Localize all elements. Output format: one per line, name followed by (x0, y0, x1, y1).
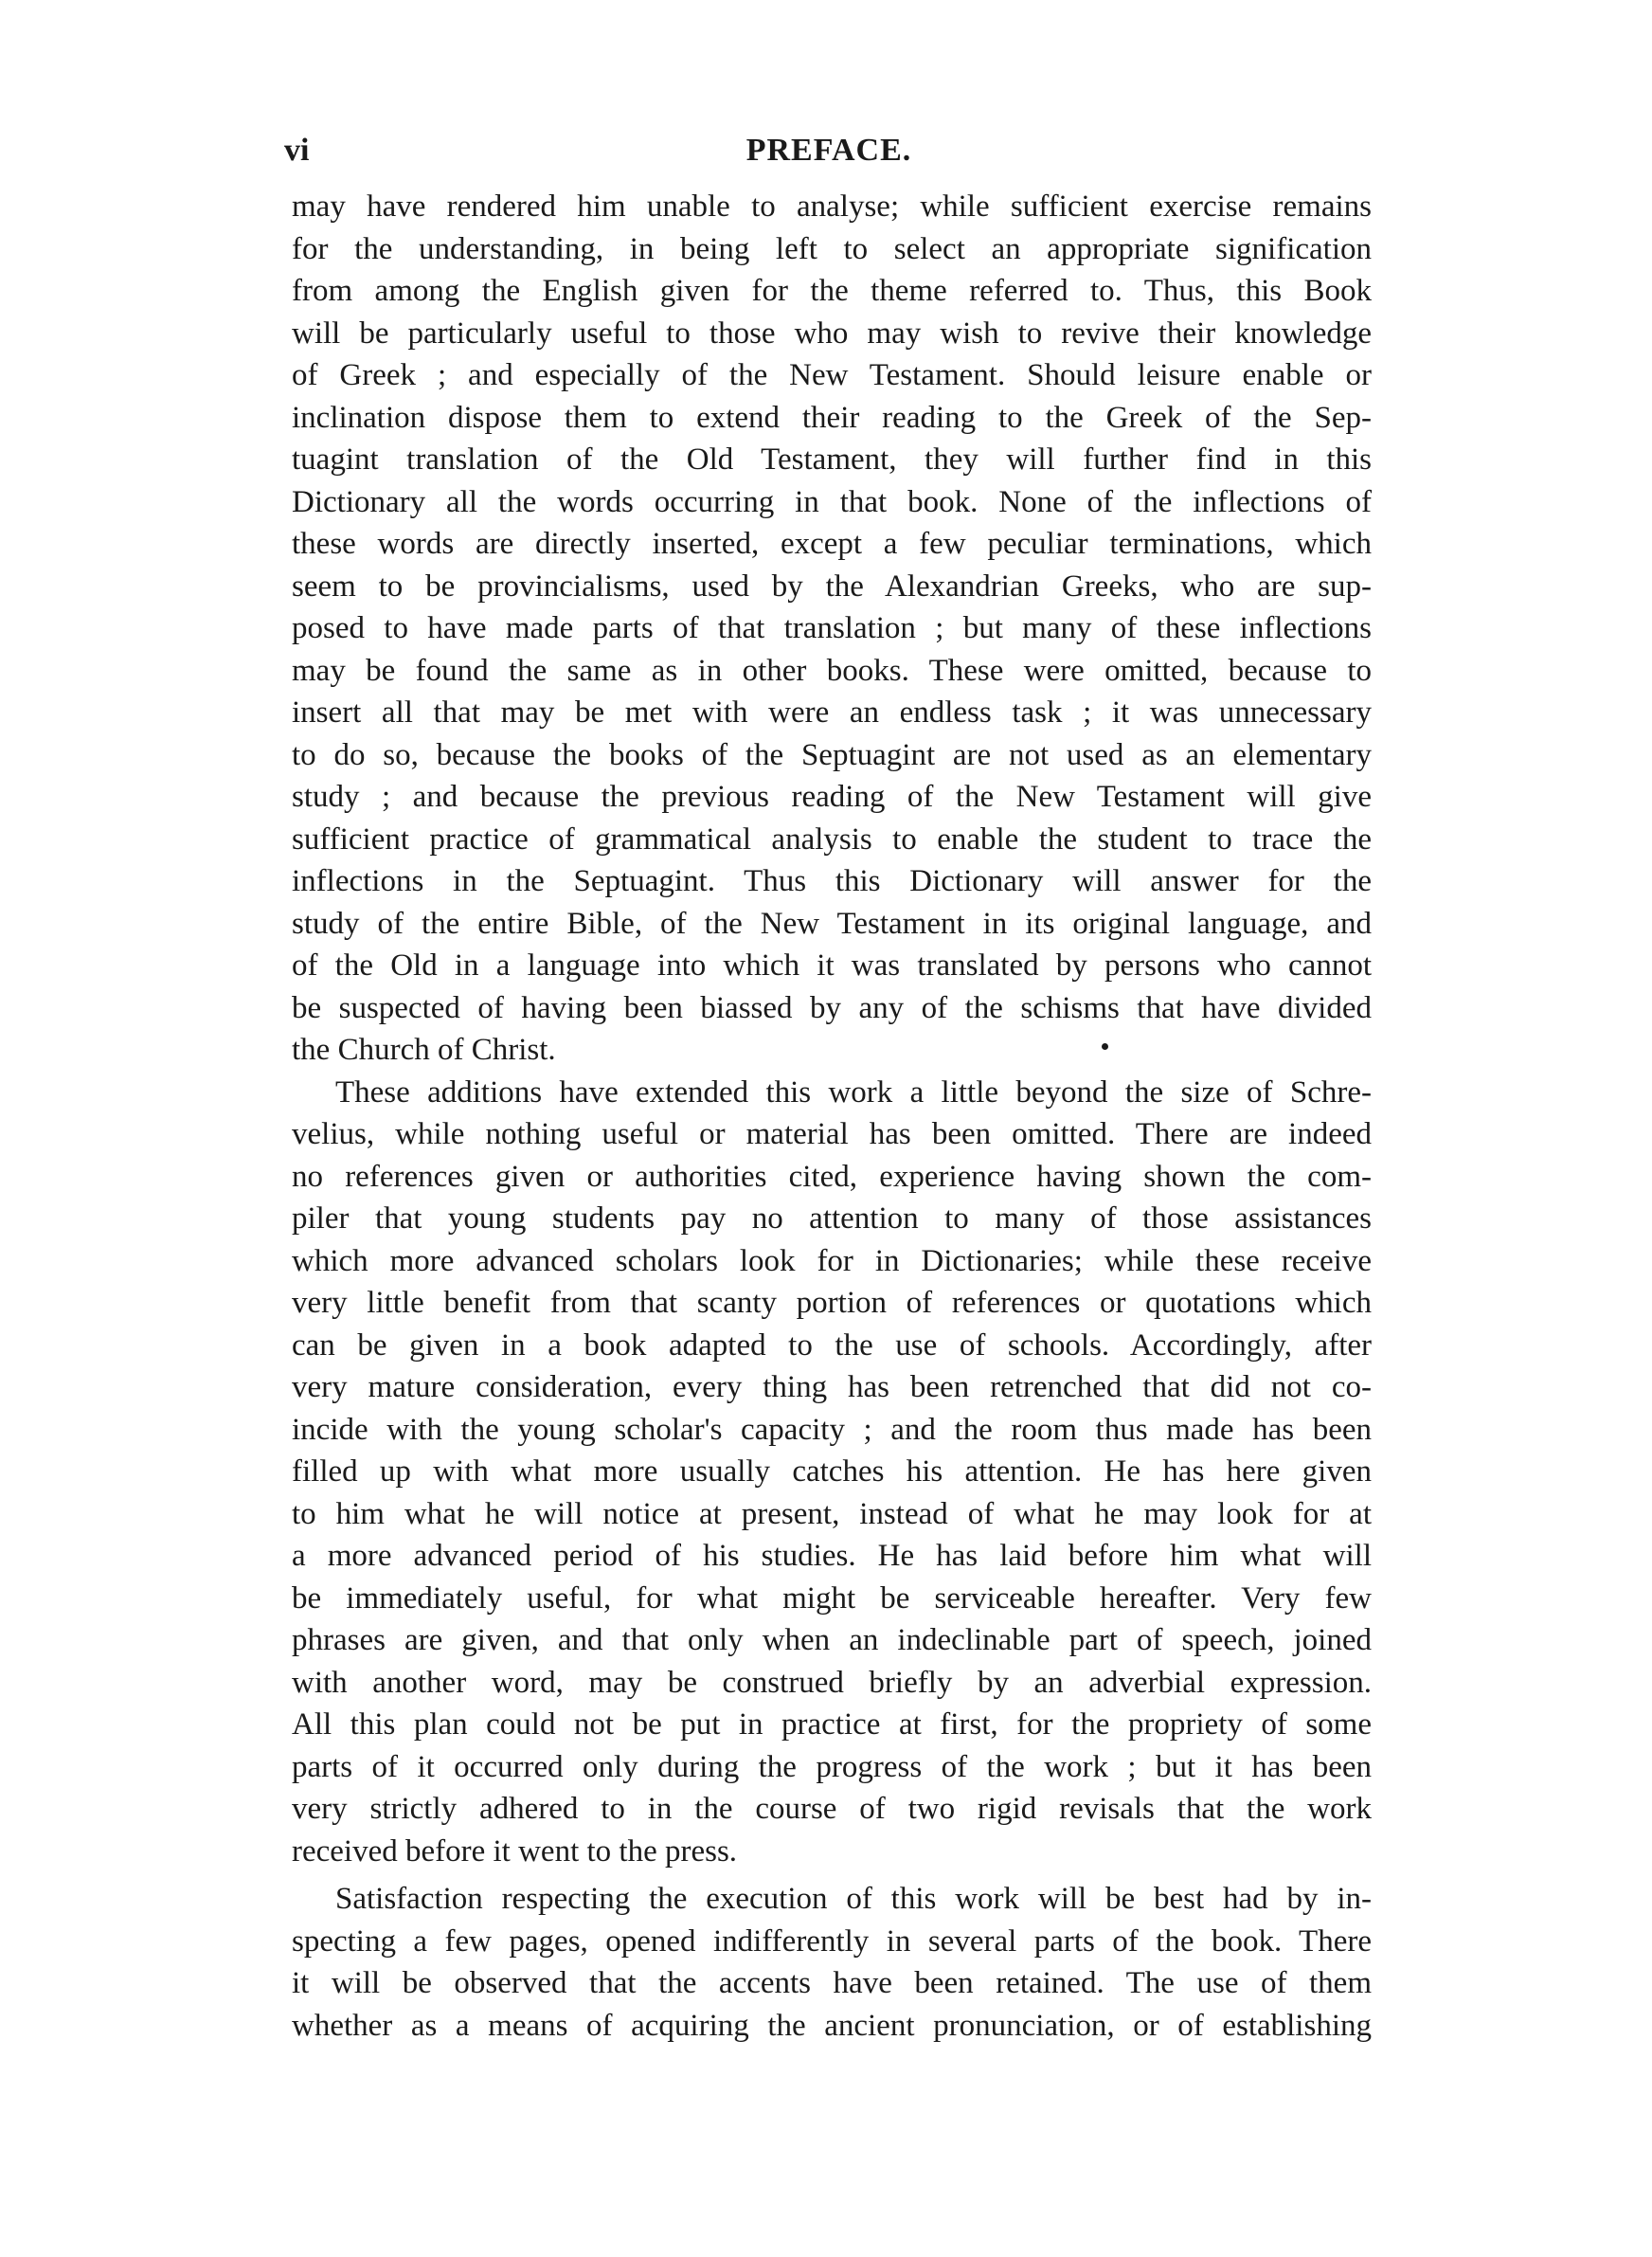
text-line: velius, while nothing useful or material has been omitted. There are indeed (292, 1117, 1372, 1151)
paragraph-1 (292, 186, 1372, 1072)
text-line: filled up with what more usually catches his attention. He has here given (292, 1454, 1372, 1489)
text-line: seem to be provincialisms, used by the Alexandrian Greeks, who are sup- (292, 569, 1372, 604)
text-line: study of the entire Bible, of the New Testament in its original language, and (292, 906, 1372, 941)
text-line: the Church of Christ. (292, 1033, 556, 1067)
text-line: very strictly adhered to in the course of two rigid revisals that the work (292, 1792, 1372, 1826)
text-line: a more advanced period of his studies. He has laid before him what will (292, 1539, 1372, 1573)
text-line: parts of it occurred only during the progress of the work ; but it has been (292, 1749, 1372, 1784)
paragraph-2 (292, 1072, 1372, 1873)
text-line: may be found the same as in other books. These were omitted, because to (292, 653, 1372, 688)
text-line: may have rendered him unable to analyse; while sufficient exercise remains (292, 190, 1372, 224)
text-line: will be particularly useful to those who may wish to revive their knowledge (292, 316, 1372, 351)
paragraph-3 (292, 1878, 1372, 2047)
text-line: Dictionary all the words occurring in that book. None of the inflections of (292, 484, 1372, 519)
text-line: to him what he will notice at present, instead of what he may look for at (292, 1496, 1372, 1531)
text-line: received before it went to the press. (292, 1833, 738, 1869)
text-line: from among the English given for the theme referred to. Thus, this Book (292, 274, 1372, 308)
text-line: be immediately useful, for what might be serviceable hereafter. Very few (292, 1580, 1372, 1616)
text-line: specting a few pages, opened indifferently in several parts of the book. There (292, 1923, 1372, 1959)
text-line: inclination dispose them to extend their reading to the Greek of the Sep- (292, 400, 1372, 435)
running-head (284, 133, 1374, 180)
page-title: PREFACE. (745, 133, 912, 168)
text-line: with another word, may be construed briefly by an adverbial expression. (292, 1665, 1372, 1700)
text-line: which more advanced scholars look for in Dictionaries; while these receive (292, 1243, 1372, 1278)
stray-dot-mark (1102, 1043, 1108, 1050)
text-line: study ; and because the previous reading of the New Testament will give (292, 780, 1372, 814)
text-line: All this plan could not be put in practice at first, for the propriety of some (292, 1707, 1372, 1742)
text-line: for the understanding, in being left to select an appropriate signification (292, 231, 1372, 266)
text-line: no references given or authorities cited, experience having shown the com- (292, 1159, 1372, 1194)
text-line: it will be observed that the accents have been retained. The use of them (292, 1966, 1372, 2000)
text-line: phrases are given, and that only when an indeclinable part of speech, joined (292, 1623, 1372, 1657)
text-line: very little benefit from that scanty portion of references or quotations which (292, 1286, 1372, 1320)
text-line: can be given in a book adapted to the use of schools. Accordingly, after (292, 1327, 1372, 1363)
text-line: whether as a means of acquiring the ancient pronunciation, or of establishing (292, 2008, 1372, 2043)
text-line: to do so, because the books of the Septuagint are not used as an elementary (292, 737, 1372, 772)
text-line: of the Old in a language into which it was translated by persons who cannot (292, 948, 1372, 983)
preface-body (292, 186, 1372, 2047)
text-line: of Greek ; and especially of the New Testament. Should leisure enable or (292, 358, 1372, 392)
text-line: insert all that may be met with were an endless task ; it was unnecessary (292, 695, 1372, 730)
text-line: These additions have extended this work a little beyond the size of Schre- (335, 1074, 1372, 1110)
text-line: tuagint translation of the Old Testament, they will further find in this (292, 442, 1372, 477)
text-line: be suspected of having been biassed by any of the schisms that have divided (292, 990, 1372, 1025)
page-number: vi (284, 133, 310, 168)
text-line: piler that young students pay no attention to many of those assistances (292, 1201, 1372, 1236)
text-line: very mature consideration, every thing has been retrenched that did not co- (292, 1370, 1372, 1404)
text-line: posed to have made parts of that translation ; but many of these inflections (292, 611, 1372, 645)
text-line: inflections in the Septuagint. Thus this Dictionary will answer for the (292, 864, 1372, 898)
text-line: these words are directly inserted, except a few peculiar terminations, which (292, 527, 1372, 561)
text-line: Satisfaction respecting the execution of this work will be best had by in- (335, 1882, 1372, 1916)
text-line: sufficient practice of grammatical analysis to enable the student to trace the (292, 822, 1372, 857)
text-line: incide with the young scholar's capacity ; and the room thus made has been (292, 1412, 1372, 1447)
